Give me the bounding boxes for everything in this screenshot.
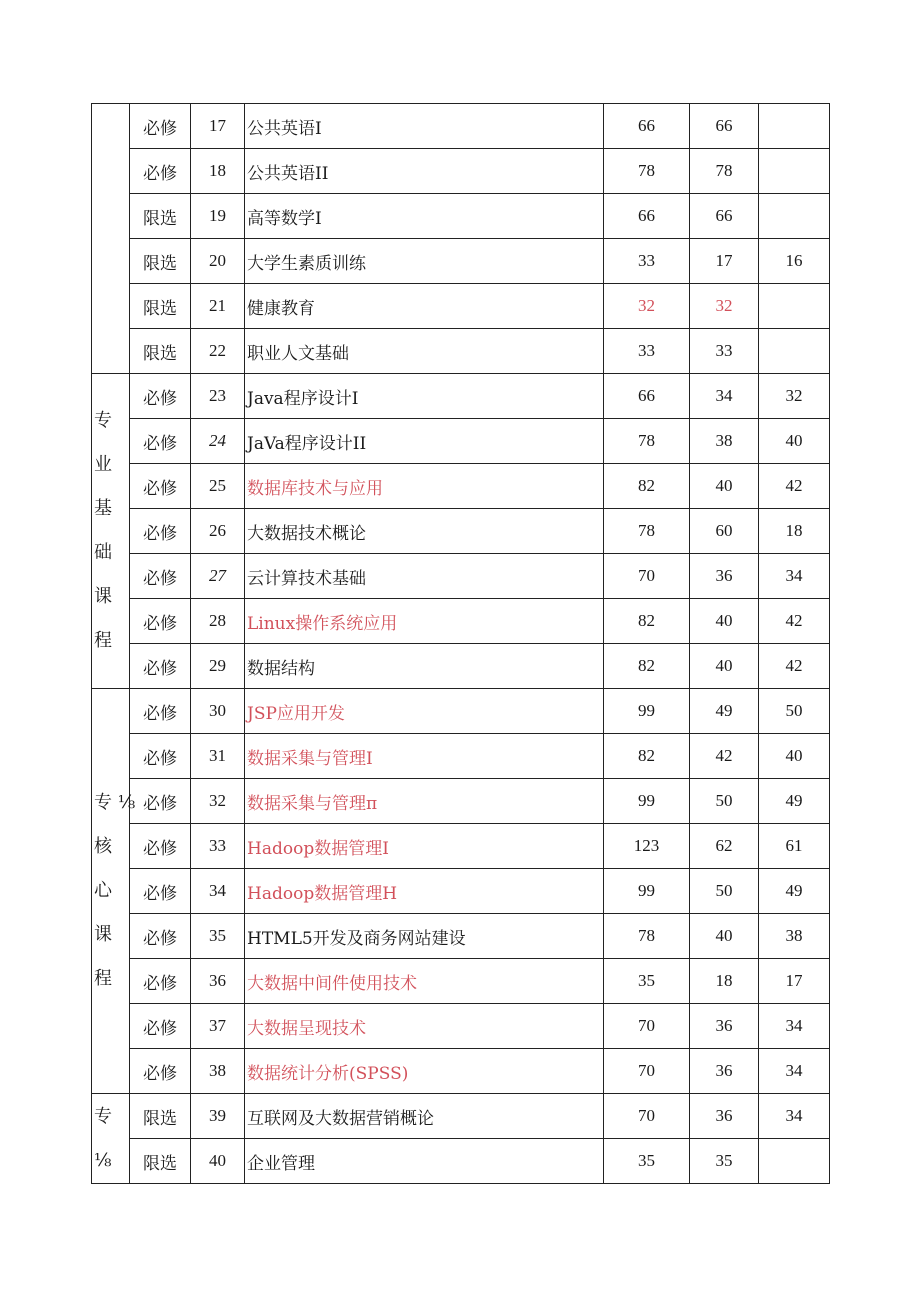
total-hours: 99 (604, 869, 690, 914)
course-type: 必修 (130, 599, 191, 644)
table-row (92, 284, 830, 329)
category-char: 专 (94, 410, 112, 431)
practice-hours: 17 (759, 959, 830, 1004)
practice-hours: 42 (759, 599, 830, 644)
table-row (92, 554, 830, 599)
course-number: 39 (191, 1094, 245, 1139)
course-name: 数据采集与管理Ⅰ (245, 734, 604, 779)
total-hours: 70 (604, 1094, 690, 1139)
course-type: 必修 (130, 509, 191, 554)
theory-hours: 17 (690, 239, 759, 284)
theory-hours: 40 (690, 464, 759, 509)
practice-hours: 50 (759, 689, 830, 734)
practice-hours: 32 (759, 374, 830, 419)
total-hours: 82 (604, 599, 690, 644)
total-hours: 66 (604, 104, 690, 149)
practice-hours: 38 (759, 914, 830, 959)
total-hours: 70 (604, 1004, 690, 1049)
course-name: 数据统计分析(SPSS) (245, 1049, 604, 1094)
table-row (92, 464, 830, 509)
course-type: 必修 (130, 689, 191, 734)
table-row (92, 824, 830, 869)
practice-hours (759, 194, 830, 239)
table-row (92, 599, 830, 644)
total-hours: 33 (604, 329, 690, 374)
table-row (92, 644, 830, 689)
practice-hours (759, 104, 830, 149)
total-hours: 33 (604, 239, 690, 284)
practice-hours: 42 (759, 464, 830, 509)
practice-hours (759, 329, 830, 374)
table-row (92, 509, 830, 554)
category-char: 基 (94, 498, 112, 519)
theory-hours: 66 (690, 104, 759, 149)
course-table (91, 103, 830, 1184)
practice-hours: 34 (759, 1094, 830, 1139)
course-number: 21 (191, 284, 245, 329)
course-name: 数据采集与管理π (245, 779, 604, 824)
theory-hours: 32 (690, 284, 759, 329)
course-number: 26 (191, 509, 245, 554)
total-hours: 78 (604, 419, 690, 464)
practice-hours: 49 (759, 869, 830, 914)
category-char: 程 (94, 630, 112, 651)
course-number: 19 (191, 194, 245, 239)
course-name: 高等数学Ⅰ (245, 194, 604, 239)
course-type: 限选 (130, 239, 191, 284)
course-number: 18 (191, 149, 245, 194)
theory-hours: 40 (690, 644, 759, 689)
theory-hours: 62 (690, 824, 759, 869)
theory-hours: 36 (690, 554, 759, 599)
total-hours: 78 (604, 914, 690, 959)
course-number: 32 (191, 779, 245, 824)
table-row (92, 779, 830, 824)
course-type: 限选 (130, 284, 191, 329)
practice-hours: 34 (759, 554, 830, 599)
total-hours: 99 (604, 779, 690, 824)
course-type: 必修 (130, 644, 191, 689)
theory-hours: 36 (690, 1004, 759, 1049)
total-hours: 82 (604, 734, 690, 779)
course-type: 必修 (130, 1004, 191, 1049)
total-hours: 66 (604, 374, 690, 419)
course-name: 大数据呈现技术 (245, 1004, 604, 1049)
course-name: 大学生素质训练 (245, 239, 604, 284)
practice-hours: 16 (759, 239, 830, 284)
theory-hours: 34 (690, 374, 759, 419)
course-number: 30 (191, 689, 245, 734)
course-type: 必修 (130, 1049, 191, 1094)
course-number: 29 (191, 644, 245, 689)
course-number: 22 (191, 329, 245, 374)
category-char: 课 (94, 586, 112, 607)
course-name: Hadoop数据管理Ⅰ (245, 824, 604, 869)
theory-hours: 49 (690, 689, 759, 734)
course-type: 必修 (130, 914, 191, 959)
category-char: ⅛ (94, 1149, 112, 1171)
course-name: Hadoop数据管理H (245, 869, 604, 914)
course-type: 必修 (130, 554, 191, 599)
practice-hours: 61 (759, 824, 830, 869)
table-row (92, 239, 830, 284)
course-type: 限选 (130, 1094, 191, 1139)
course-name: JSP应用开发 (245, 689, 604, 734)
course-type: 必修 (130, 104, 191, 149)
theory-hours: 35 (690, 1139, 759, 1184)
table-row (92, 869, 830, 914)
course-name: 数据库技术与应用 (245, 464, 604, 509)
table-row (92, 1094, 830, 1139)
theory-hours: 40 (690, 914, 759, 959)
course-number: 20 (191, 239, 245, 284)
total-hours: 78 (604, 149, 690, 194)
theory-hours: 42 (690, 734, 759, 779)
course-name: JaVa程序设计II (245, 419, 604, 464)
course-number: 23 (191, 374, 245, 419)
theory-hours: 50 (690, 869, 759, 914)
table-row (92, 734, 830, 779)
course-type: 必修 (130, 734, 191, 779)
category-char: 专 (94, 1105, 112, 1127)
course-type: 必修 (130, 959, 191, 1004)
table-row (92, 959, 830, 1004)
theory-hours: 38 (690, 419, 759, 464)
course-name: 云计算技术基础 (245, 554, 604, 599)
total-hours: 32 (604, 284, 690, 329)
course-number: 40 (191, 1139, 245, 1184)
course-type: 限选 (130, 329, 191, 374)
course-number: 35 (191, 914, 245, 959)
total-hours: 70 (604, 554, 690, 599)
practice-hours (759, 1139, 830, 1184)
course-type: 限选 (130, 1139, 191, 1184)
course-name: 数据结构 (245, 644, 604, 689)
total-hours: 78 (604, 509, 690, 554)
theory-hours: 18 (690, 959, 759, 1004)
theory-hours: 60 (690, 509, 759, 554)
total-hours: 35 (604, 1139, 690, 1184)
table-row (92, 419, 830, 464)
total-hours: 82 (604, 644, 690, 689)
course-type: 必修 (130, 374, 191, 419)
category-cell-foundation (92, 374, 130, 689)
course-type: 必修 (130, 869, 191, 914)
course-name: 职业人文基础 (245, 329, 604, 374)
category-cell-core (92, 689, 136, 1094)
practice-hours: 34 (759, 1049, 830, 1094)
theory-hours: 66 (690, 194, 759, 239)
course-number: 31 (191, 734, 245, 779)
practice-hours (759, 149, 830, 194)
category-char: 程 (94, 968, 112, 989)
total-hours: 35 (604, 959, 690, 1004)
total-hours: 82 (604, 464, 690, 509)
course-type: 必修 (130, 824, 191, 869)
category-cell-public (92, 104, 130, 374)
course-number: 34 (191, 869, 245, 914)
course-number: 25 (191, 464, 245, 509)
practice-hours: 49 (759, 779, 830, 824)
category-char: 础 (94, 542, 112, 563)
table-row (92, 914, 830, 959)
course-type: 必修 (130, 779, 191, 824)
theory-hours: 36 (690, 1094, 759, 1139)
table-row (92, 104, 830, 149)
course-number: 17 (191, 104, 245, 149)
course-number: 33 (191, 824, 245, 869)
category-char: 课 (94, 924, 112, 945)
course-name: Java程序设计Ⅰ (245, 374, 604, 419)
table-row (92, 194, 830, 239)
table-row (92, 149, 830, 194)
total-hours: 123 (604, 824, 690, 869)
table-row (92, 1139, 830, 1184)
course-number: 38 (191, 1049, 245, 1094)
course-type: 限选 (130, 194, 191, 239)
table-row (92, 329, 830, 374)
practice-hours: 18 (759, 509, 830, 554)
category-char: 心 (94, 880, 112, 901)
category-char: 核 (94, 836, 112, 857)
category-char: 业 (94, 454, 112, 475)
course-name: 大数据中间件使用技术 (245, 959, 604, 1004)
course-type: 必修 (130, 149, 191, 194)
theory-hours: 78 (690, 149, 759, 194)
course-number: 24 (191, 419, 245, 464)
total-hours: 70 (604, 1049, 690, 1094)
table-row (92, 689, 830, 734)
practice-hours: 40 (759, 419, 830, 464)
course-number: 37 (191, 1004, 245, 1049)
course-number: 27 (191, 554, 245, 599)
course-name: 公共英语II (245, 149, 604, 194)
course-number: 28 (191, 599, 245, 644)
theory-hours: 33 (690, 329, 759, 374)
total-hours: 66 (604, 194, 690, 239)
course-name: 健康教育 (245, 284, 604, 329)
theory-hours: 40 (690, 599, 759, 644)
category-cell-elective (92, 1094, 130, 1184)
course-type: 必修 (130, 419, 191, 464)
theory-hours: 50 (690, 779, 759, 824)
table-row (92, 1049, 830, 1094)
table-row (92, 374, 830, 419)
course-name: Linux操作系统应用 (245, 599, 604, 644)
course-name: HTML5开发及商务网站建设 (245, 914, 604, 959)
practice-hours: 42 (759, 644, 830, 689)
course-type: 必修 (130, 464, 191, 509)
course-name: 大数据技术概论 (245, 509, 604, 554)
practice-hours: 34 (759, 1004, 830, 1049)
course-number: 36 (191, 959, 245, 1004)
practice-hours (759, 284, 830, 329)
course-name: 互联网及大数据营销概论 (245, 1094, 604, 1139)
course-name: 公共英语Ⅰ (245, 104, 604, 149)
theory-hours: 36 (690, 1049, 759, 1094)
table-row (92, 1004, 830, 1049)
total-hours: 99 (604, 689, 690, 734)
practice-hours: 40 (759, 734, 830, 779)
category-char: 专 ⅛ (94, 792, 136, 813)
course-name: 企业管理 (245, 1139, 604, 1184)
